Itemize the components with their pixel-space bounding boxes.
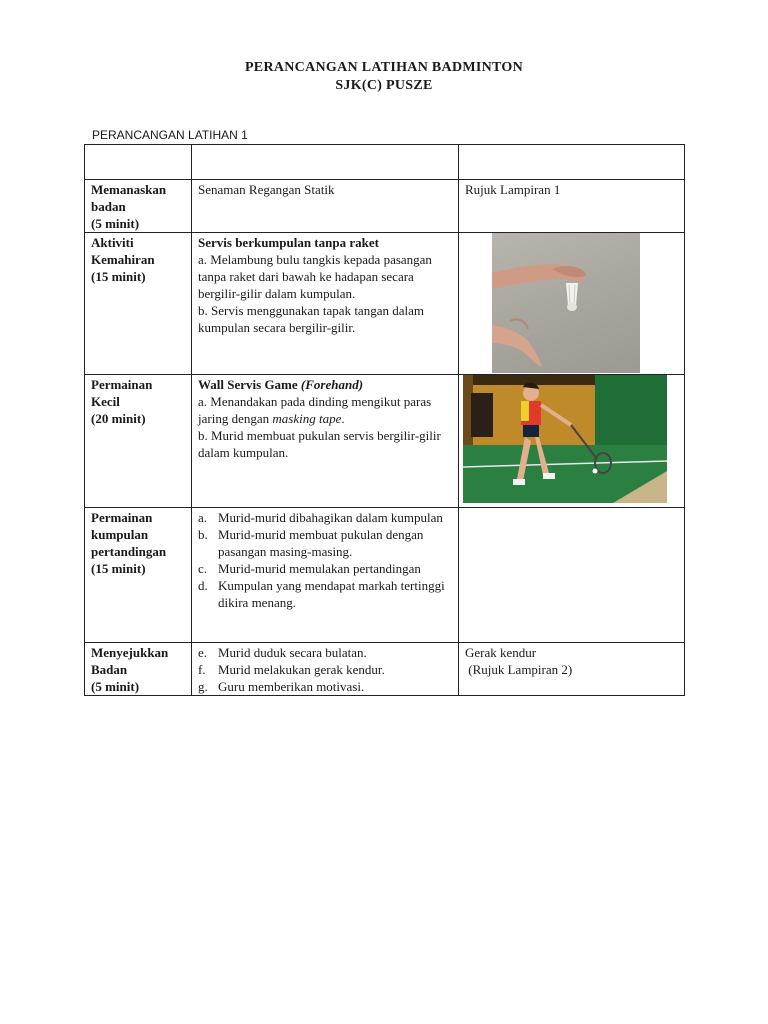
activity-step-a: a. Menandakan pada dinding mengikut paras jaring dengan masking tape. xyxy=(198,394,432,426)
plan-subtitle: PERANCANGAN LATIHAN 1 xyxy=(92,128,248,142)
hand-shuttlecock-photo-icon xyxy=(492,233,640,373)
table-row-empty-header xyxy=(85,145,685,180)
list-item: g. Guru memberikan motivasi. xyxy=(198,679,365,694)
table-row-cooldown xyxy=(85,643,685,696)
activity-heading: Servis berkumpulan tanpa raket xyxy=(198,235,379,250)
list-item: f. Murid melakukan gerak kendur. xyxy=(198,662,385,677)
image-cell xyxy=(459,375,685,508)
activity-step-b: b. Servis menggunakan tapak tangan dalam kumpulan secara bergilir-gilir. xyxy=(198,303,424,335)
list-item: a. Murid-murid dibahagikan dalam kumpulan xyxy=(198,510,443,525)
empty-cell xyxy=(192,145,459,180)
note-cell: Rujuk Lampiran 1 xyxy=(459,180,685,233)
activity-heading: Wall Servis Game (Forehand) xyxy=(198,377,364,392)
table-row-group-competition xyxy=(85,508,685,643)
activity-cell: Senaman Regangan Statik xyxy=(192,180,459,233)
empty-cell xyxy=(459,145,685,180)
list-item: d. Kumpulan yang mendapat markah tertinggi dikira menang. xyxy=(198,578,445,610)
training-plan-table xyxy=(84,144,685,696)
row-label: Memanaskan badan (5 minit) xyxy=(85,180,192,233)
image-cell xyxy=(459,233,685,375)
table-row-skill xyxy=(85,233,685,375)
school-name: SJK(C) PUSZE xyxy=(335,78,433,93)
list-item: b. Murid-murid membuat pukulan dengan pasangan masing-masing. xyxy=(198,527,424,559)
row-label: Permainan Kecil (20 minit) xyxy=(85,375,192,508)
row-label: Menyejukkan Badan (5 minit) xyxy=(85,643,192,696)
document-title: PERANCANGAN LATIHAN BADMINTON xyxy=(244,60,524,75)
table-row-warmup xyxy=(85,180,685,233)
activity-cell xyxy=(192,375,459,508)
activity-step-b: b. Murid membuat pukulan servis bergilir-gilir dalam kumpulan. xyxy=(198,428,441,460)
row-label: Permainan kumpulan pertandingan (15 minit) xyxy=(85,508,192,643)
child-badminton-serve-photo-icon xyxy=(463,375,667,503)
activity-cell xyxy=(192,233,459,375)
activity-cell xyxy=(192,508,459,643)
list-item: e. Murid duduk secara bulatan. xyxy=(198,645,367,660)
list-item: c. Murid-murid memulakan pertandingan xyxy=(198,561,421,576)
table-row-minigame xyxy=(85,375,685,508)
empty-cell xyxy=(85,145,192,180)
activity-cell xyxy=(192,643,459,696)
empty-cell xyxy=(459,508,685,643)
note-cell: Gerak kendur (Rujuk Lampiran 2) xyxy=(459,643,685,696)
row-label: Aktiviti Kemahiran (15 minit) xyxy=(85,233,192,375)
activity-step-a: a. Melambung bulu tangkis kepada pasangan tanpa raket dari bawah ke hadapan secara bergilir-gilir dalam kumpulan. xyxy=(198,252,432,301)
